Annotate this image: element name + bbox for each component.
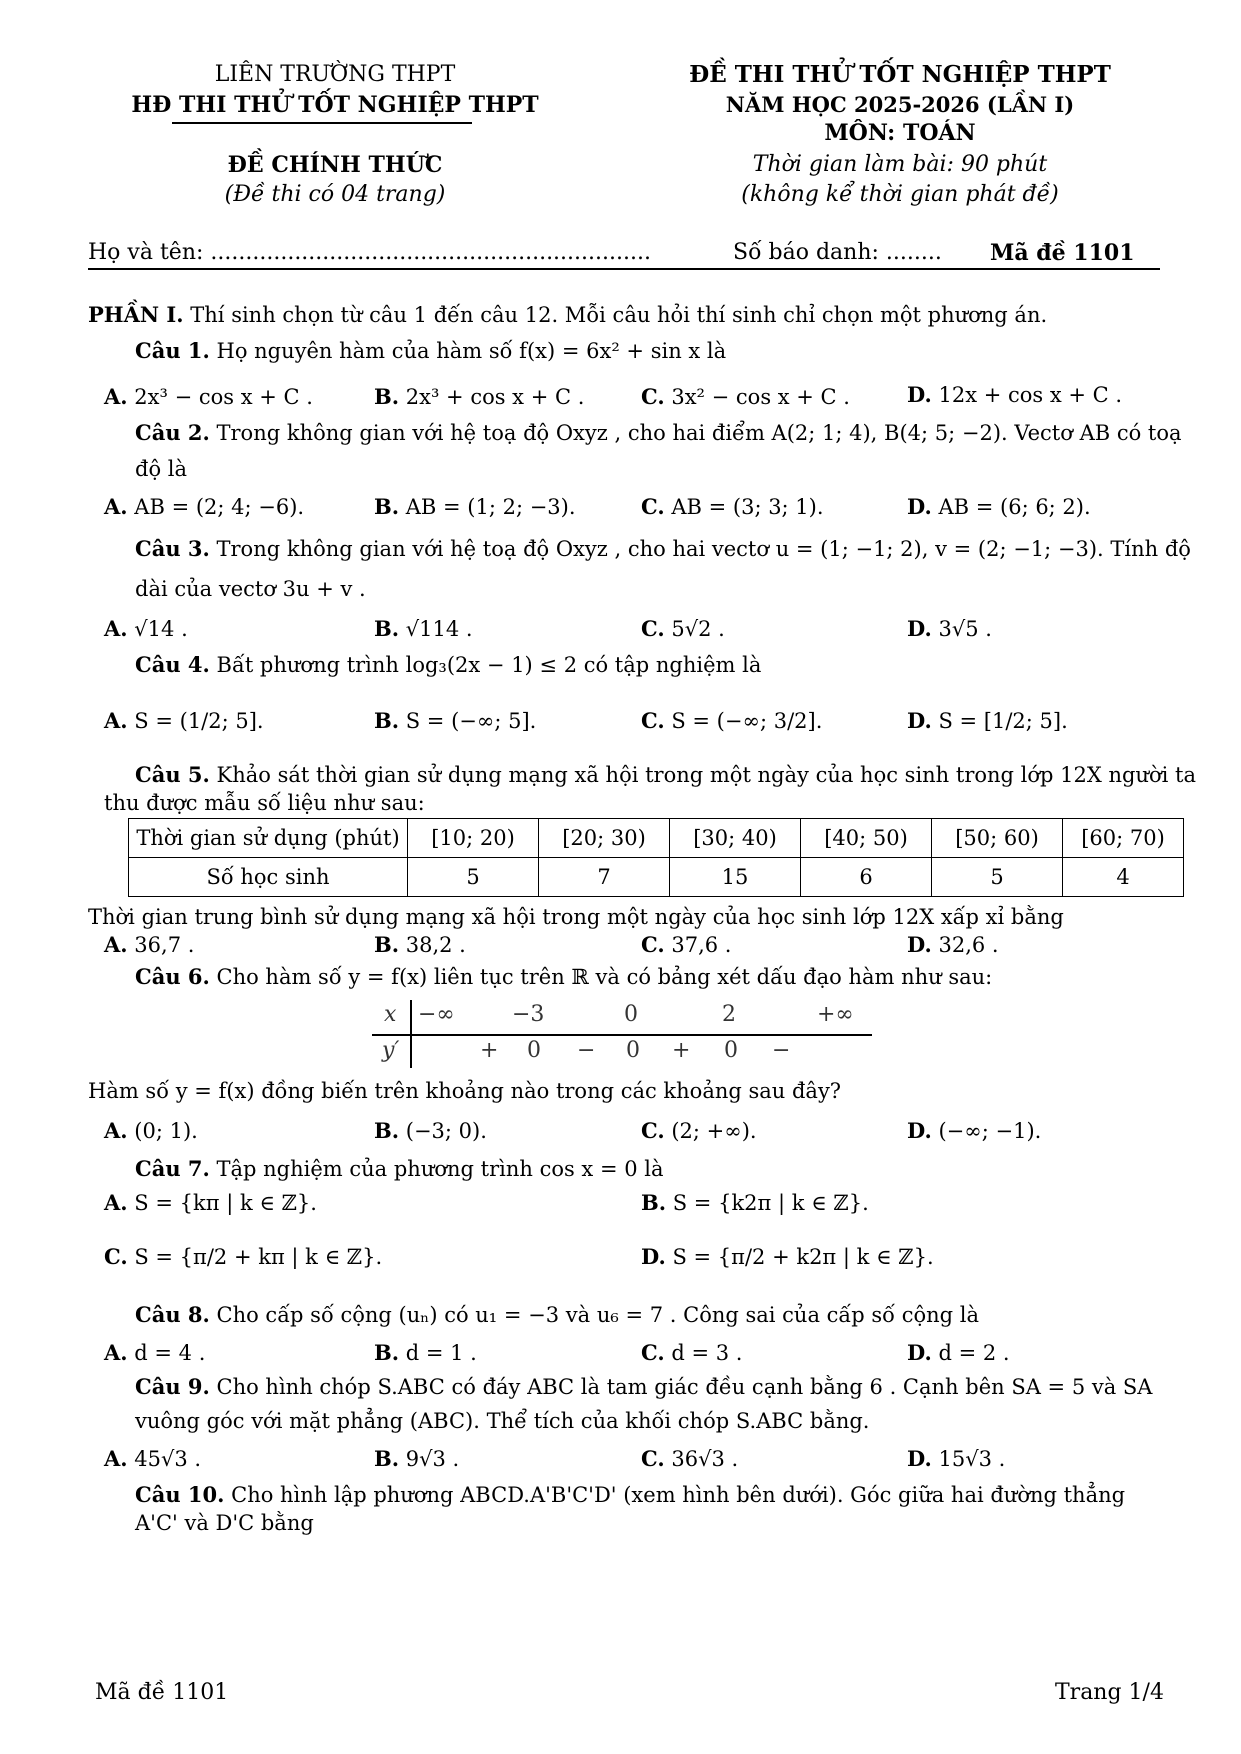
- option-b[interactable]: [374, 932, 466, 958]
- option-a[interactable]: [104, 1446, 201, 1472]
- question-label: Câu 2.: [135, 420, 210, 445]
- option-text: d = 3 .: [671, 1341, 743, 1365]
- option-c[interactable]: [641, 932, 731, 958]
- option-b[interactable]: [641, 1190, 869, 1216]
- question-text: Bất phương trình log₃(2x − 1) ≤ 2 có tập nghiệm là: [216, 653, 762, 677]
- option-label: A.: [104, 616, 128, 641]
- part-label: PHẦN I.: [88, 302, 184, 327]
- option-text: 3x² − cos x + C .: [671, 385, 850, 409]
- sign-value: 0: [626, 1038, 640, 1063]
- option-b[interactable]: [374, 494, 576, 520]
- option-d[interactable]: [907, 382, 1122, 408]
- sign-value: −: [772, 1038, 791, 1063]
- table-cell: 15: [670, 858, 801, 897]
- option-label: A.: [104, 1446, 128, 1471]
- question-2-cont: độ là: [135, 457, 187, 481]
- exam-title: ĐỀ THI THỬ TỐT NGHIỆP THPT: [689, 61, 1111, 88]
- option-d[interactable]: [907, 1446, 1005, 1472]
- table-cell: 6: [801, 858, 932, 897]
- option-d[interactable]: [907, 1118, 1041, 1144]
- table-header-cell: Số học sinh: [129, 858, 408, 897]
- option-label: D.: [907, 1446, 932, 1471]
- school-year: NĂM HỌC 2025-2026 (LẦN I): [725, 92, 1075, 117]
- option-a[interactable]: [104, 1118, 198, 1144]
- footer-page-number: Trang 1/4: [1055, 1680, 1164, 1705]
- option-label: D.: [907, 494, 932, 519]
- option-label: D.: [907, 1118, 932, 1143]
- option-label: B.: [374, 1446, 400, 1471]
- table-cell: [20; 30): [539, 819, 670, 858]
- question-5-cont: thu được mẫu số liệu như sau:: [104, 791, 425, 815]
- option-text: 45√3 .: [134, 1447, 202, 1471]
- option-b[interactable]: [374, 1446, 459, 1472]
- option-text: 3√5 .: [938, 617, 992, 641]
- option-text: S = (−∞; 3/2].: [671, 709, 823, 733]
- option-text: 36,7 .: [134, 933, 195, 957]
- option-b[interactable]: [374, 708, 536, 734]
- sign-value: 0: [527, 1038, 541, 1063]
- option-label: B.: [374, 384, 400, 409]
- table-cell: 4: [1063, 858, 1184, 897]
- option-c[interactable]: [641, 384, 850, 410]
- option-text: 36√3 .: [671, 1447, 739, 1471]
- option-a[interactable]: [104, 384, 313, 410]
- question-label: Câu 10.: [135, 1482, 225, 1507]
- header-bottom-rule: [88, 268, 1160, 270]
- table-header-cell: Thời gian sử dụng (phút): [129, 819, 408, 858]
- page-count-note: (Đề thi có 04 trang): [224, 182, 446, 207]
- table-cell: [10; 20): [408, 819, 539, 858]
- duration-note: (không kể thời gian phát đề): [741, 182, 1059, 207]
- option-c[interactable]: [104, 1244, 382, 1270]
- option-label: D.: [907, 382, 932, 407]
- option-d[interactable]: [907, 708, 1068, 734]
- option-label: B.: [374, 616, 400, 641]
- question-3-cont: dài của vectơ 3u + v .: [135, 577, 366, 601]
- option-d[interactable]: [907, 1340, 1010, 1366]
- x-value: −3: [512, 1002, 545, 1027]
- question-label: Câu 9.: [135, 1374, 210, 1399]
- sign-value: +: [672, 1038, 691, 1063]
- option-text: (0; 1).: [134, 1119, 198, 1143]
- header-left-rule: [172, 122, 472, 124]
- option-label: C.: [641, 1340, 665, 1365]
- option-label: C.: [641, 494, 665, 519]
- candidate-id-field: Số báo danh: ........: [733, 240, 942, 265]
- data-table: [128, 818, 1184, 897]
- x-value: −∞: [418, 1002, 455, 1027]
- question-label: Câu 6.: [135, 964, 210, 989]
- option-label: B.: [374, 1340, 400, 1365]
- question-4: [135, 652, 761, 678]
- question-7: [135, 1156, 663, 1182]
- question-6: [135, 964, 992, 990]
- option-a[interactable]: [104, 1190, 317, 1216]
- question-6-ask: Hàm số y = f(x) đồng biến trên khoảng nào trong các khoảng sau đây?: [88, 1079, 842, 1103]
- question-1: [135, 338, 726, 364]
- option-text: 38,2 .: [405, 933, 466, 957]
- school-name: LIÊN TRƯỜNG THPT: [214, 62, 456, 87]
- option-a[interactable]: [104, 616, 188, 642]
- sign-value: 0: [724, 1038, 738, 1063]
- x-value: +∞: [817, 1002, 854, 1027]
- option-text: S = {π/2 + kπ | k ∈ ℤ}.: [134, 1245, 383, 1269]
- table-cell: [60; 70): [1063, 819, 1184, 858]
- official-label: ĐỀ CHÍNH THỨC: [227, 152, 443, 178]
- option-text: (−3; 0).: [405, 1119, 487, 1143]
- question-2: [135, 420, 1182, 446]
- option-label: C.: [641, 1446, 665, 1471]
- option-text: 2x³ + cos x + C .: [405, 385, 585, 409]
- option-c[interactable]: [641, 616, 725, 642]
- option-text: AB = (3; 3; 1).: [671, 495, 824, 519]
- question-text: Trong không gian với hệ toạ độ Oxyz , cho hai vectơ u = (1; −1; 2), v = (2; −1; −3). Tính độ: [216, 537, 1191, 561]
- option-text: S = {kπ | k ∈ ℤ}.: [134, 1191, 317, 1215]
- question-8: [135, 1302, 979, 1328]
- question-text: Tập nghiệm của phương trình cos x = 0 là: [216, 1157, 664, 1181]
- council-name: HĐ THI THỬ TỐT NGHIỆP THPT: [131, 92, 539, 118]
- option-label: B.: [374, 494, 400, 519]
- sign-value: +: [480, 1038, 499, 1063]
- option-d[interactable]: [641, 1244, 934, 1270]
- part-1-instruction: [88, 302, 1047, 328]
- option-text: 2x³ − cos x + C .: [134, 385, 313, 409]
- question-text: Cho hình chóp S.ABC có đáy ABC là tam giác đều cạnh bằng 6 . Cạnh bên SA = 5 và SA: [216, 1375, 1153, 1399]
- option-label: D.: [907, 708, 932, 733]
- question-text: Họ nguyên hàm của hàm số f(x) = 6x² + sin x là: [216, 339, 727, 363]
- option-text: S = {π/2 + k2π | k ∈ ℤ}.: [672, 1245, 934, 1269]
- question-10: [135, 1482, 1125, 1508]
- option-label: D.: [907, 616, 932, 641]
- option-a[interactable]: [104, 494, 304, 520]
- option-label: A.: [104, 708, 128, 733]
- question-label: Câu 8.: [135, 1302, 210, 1327]
- option-d[interactable]: [907, 494, 1091, 520]
- option-text: d = 4 .: [134, 1341, 206, 1365]
- option-label: A.: [104, 494, 128, 519]
- option-c[interactable]: [641, 1446, 738, 1472]
- sign-chart-hline: [372, 1034, 872, 1036]
- option-text: 37,6 .: [671, 933, 732, 957]
- option-label: B.: [374, 708, 400, 733]
- option-text: √114 .: [405, 617, 473, 641]
- option-label: B.: [641, 1190, 667, 1215]
- table-cell: 5: [408, 858, 539, 897]
- option-text: d = 1 .: [405, 1341, 477, 1365]
- option-label: C.: [641, 932, 665, 957]
- option-a[interactable]: [104, 1340, 205, 1366]
- option-label: A.: [104, 1340, 128, 1365]
- option-text: 32,6 .: [938, 933, 999, 957]
- sign-chart: [372, 1000, 872, 1068]
- name-field: Họ và tên: ...............................................................: [88, 240, 651, 265]
- sign-value: −: [577, 1038, 596, 1063]
- x-value: 0: [624, 1002, 638, 1027]
- question-9: [135, 1374, 1152, 1400]
- question-text: Cho cấp số cộng (uₙ) có u₁ = −3 và u₆ = 7 . Công sai của cấp số cộng là: [216, 1303, 979, 1327]
- option-label: C.: [641, 384, 665, 409]
- option-a[interactable]: [104, 932, 194, 958]
- option-text: S = {k2π | k ∈ ℤ}.: [672, 1191, 869, 1215]
- option-text: 5√2 .: [671, 617, 725, 641]
- option-text: d = 2 .: [938, 1341, 1010, 1365]
- table-row: [129, 858, 1184, 897]
- table-cell: [50; 60): [932, 819, 1063, 858]
- question-label: Câu 7.: [135, 1156, 210, 1181]
- table-cell: [40; 50): [801, 819, 932, 858]
- table-cell: 5: [932, 858, 1063, 897]
- option-text: AB = (2; 4; −6).: [134, 495, 305, 519]
- option-label: A.: [104, 932, 128, 957]
- question-9-cont: vuông góc với mặt phẳng (ABC). Thể tích của khối chóp S.ABC bằng.: [135, 1409, 870, 1433]
- part-text: Thí sinh chọn từ câu 1 đến câu 12. Mỗi câu hỏi thí sinh chỉ chọn một phương án.: [190, 303, 1048, 327]
- option-c[interactable]: [641, 1340, 742, 1366]
- footer-exam-code: Mã đề 1101: [95, 1680, 229, 1705]
- option-text: √14 .: [134, 617, 188, 641]
- subject: MÔN: TOÁN: [824, 120, 976, 146]
- question-text: Trong không gian với hệ toạ độ Oxyz , cho hai điểm A(2; 1; 4), B(4; 5; −2). Vectơ AB có toạ: [216, 421, 1182, 445]
- option-b[interactable]: [374, 1340, 477, 1366]
- option-d[interactable]: [907, 932, 999, 958]
- option-label: C.: [641, 616, 665, 641]
- row-label-y: y′: [382, 1038, 400, 1063]
- option-c[interactable]: [641, 1118, 757, 1144]
- table-cell: 7: [539, 858, 670, 897]
- option-label: A.: [104, 1190, 128, 1215]
- option-label: B.: [374, 1118, 400, 1143]
- option-label: D.: [907, 1340, 932, 1365]
- table-row: [129, 819, 1184, 858]
- option-label: D.: [641, 1244, 666, 1269]
- question-10-cont: A'C' và D'C bằng: [135, 1511, 314, 1535]
- question-3: [135, 536, 1191, 562]
- question-label: Câu 1.: [135, 338, 210, 363]
- question-text: Khảo sát thời gian sử dụng mạng xã hội trong một ngày của học sinh trong lớp 12X người ta: [216, 763, 1196, 787]
- option-label: A.: [104, 1118, 128, 1143]
- option-label: A.: [104, 384, 128, 409]
- exam-code: Mã đề 1101: [990, 240, 1135, 266]
- table-cell: [30; 40): [670, 819, 801, 858]
- option-label: B.: [374, 932, 400, 957]
- option-text: AB = (6; 6; 2).: [938, 495, 1091, 519]
- question-5-ask: Thời gian trung bình sử dụng mạng xã hội trong một ngày của học sinh lớp 12X xấp xỉ bằng: [88, 905, 1064, 929]
- option-text: S = (1/2; 5].: [134, 709, 264, 733]
- option-text: (2; +∞).: [671, 1119, 757, 1143]
- option-text: 12x + cos x + C .: [938, 383, 1123, 407]
- option-text: AB = (1; 2; −3).: [405, 495, 576, 519]
- option-text: S = [1/2; 5].: [938, 709, 1068, 733]
- sign-chart-vline: [410, 1000, 412, 1068]
- option-text: (−∞; −1).: [938, 1119, 1042, 1143]
- option-label: C.: [104, 1244, 128, 1269]
- duration: Thời gian làm bài: 90 phút: [752, 152, 1048, 177]
- option-b[interactable]: [374, 1118, 487, 1144]
- option-c[interactable]: [641, 494, 824, 520]
- option-label: D.: [907, 932, 932, 957]
- option-text: 15√3 .: [938, 1447, 1006, 1471]
- question-label: Câu 5.: [135, 762, 210, 787]
- question-label: Câu 3.: [135, 536, 210, 561]
- option-c[interactable]: [641, 708, 822, 734]
- row-label-x: x: [384, 1002, 397, 1027]
- question-text: Cho hình lập phương ABCD.A'B'C'D' (xem hình bên dưới). Góc giữa hai đường thẳng: [231, 1483, 1126, 1507]
- option-text: S = (−∞; 5].: [405, 709, 537, 733]
- option-text: 9√3 .: [405, 1447, 460, 1471]
- option-label: C.: [641, 1118, 665, 1143]
- question-text: Cho hàm số y = f(x) liên tục trên ℝ và có bảng xét dấu đạo hàm như sau:: [216, 965, 993, 989]
- option-d[interactable]: [907, 616, 992, 642]
- option-a[interactable]: [104, 708, 264, 734]
- option-label: C.: [641, 708, 665, 733]
- question-5: [135, 762, 1196, 788]
- option-b[interactable]: [374, 384, 584, 410]
- option-b[interactable]: [374, 616, 473, 642]
- x-value: 2: [722, 1002, 736, 1027]
- question-label: Câu 4.: [135, 652, 210, 677]
